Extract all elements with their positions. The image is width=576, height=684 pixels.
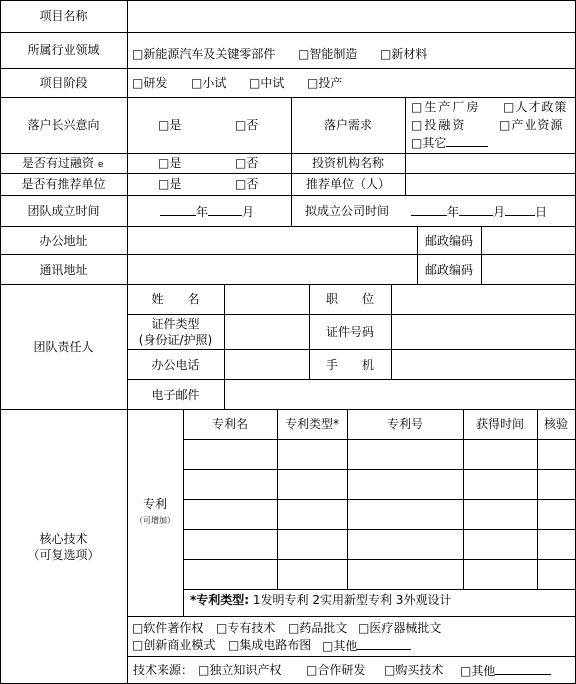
table-row[interactable] — [184, 500, 575, 528]
leader-email-label: 电子邮件 — [151, 388, 200, 402]
company-day-blank[interactable] — [505, 204, 535, 216]
row-line — [0, 32, 576, 33]
mail-address-field[interactable] — [128, 255, 416, 283]
ip-other-blank[interactable] — [357, 638, 411, 650]
leader-id-type-label: 证件类型 — [151, 317, 200, 331]
need-factory-checkbox[interactable]: □ 生产厂房 — [411, 100, 480, 114]
mail-postcode-label: 邮政编码 — [424, 263, 473, 277]
patent-col-date: 获得时间 — [475, 417, 524, 431]
recommend-unit-field[interactable] — [406, 174, 574, 194]
financing-label: 是否有过融资 — [22, 156, 95, 170]
need-other-blank[interactable] — [446, 135, 488, 147]
row-line — [127, 616, 576, 617]
patent-col-type: 专利类型* — [284, 417, 339, 431]
leader-mobile-label: 手 机 — [325, 358, 374, 372]
patent-col-number: 专利号 — [386, 417, 423, 431]
core-tech-hint: （可复选项） — [27, 548, 100, 562]
leader-office-phone-label: 办公电话 — [151, 358, 200, 372]
project-name-field[interactable] — [128, 1, 574, 31]
leader-name-label: 姓 名 — [151, 292, 200, 306]
ip-software-copyright-checkbox[interactable]: □ 软件著作权 — [132, 621, 203, 635]
table-row[interactable] — [184, 470, 575, 498]
industry-option-smart-manufacturing[interactable]: □ 智能制造 — [298, 47, 357, 61]
ip-other-checkbox[interactable] — [322, 638, 411, 653]
leader-mobile-field[interactable] — [392, 350, 574, 378]
office-address-label: 办公地址 — [39, 234, 88, 248]
stage-option-rd[interactable]: □ 研发 — [132, 76, 167, 90]
team-year-blank[interactable] — [160, 204, 196, 216]
financing-label-wrap — [22, 156, 103, 172]
leader-name-field[interactable] — [225, 285, 308, 313]
stage-option-trial[interactable]: □ 中试 — [249, 76, 284, 90]
office-address-field[interactable] — [128, 227, 416, 253]
patent-label: 专利 — [142, 497, 167, 511]
patent-type-note-list: 1发明专利 2实用新型专利 3外观设计 — [252, 593, 452, 607]
core-tech-label: 核心技术 — [39, 532, 88, 546]
recommend-yes-checkbox[interactable]: □ 是 — [158, 177, 181, 191]
leader-id-type-hint: (身份证/护照) — [138, 333, 213, 347]
company-founding-date[interactable] — [411, 204, 547, 219]
industry-label: 所属行业领域 — [27, 43, 100, 57]
settle-label: 落户长兴意向 — [27, 118, 100, 132]
leader-office-phone-field[interactable] — [225, 350, 308, 378]
need-other-label: □ 其它 — [411, 136, 446, 150]
investor-name-field[interactable] — [406, 154, 574, 172]
industry-option-new-materials[interactable]: □ 新材料 — [380, 47, 427, 61]
mail-postcode-field[interactable] — [482, 255, 574, 283]
patent-type-note — [190, 593, 451, 607]
leader-id-type-field[interactable] — [225, 315, 308, 348]
team-founded-label: 团队成立时间 — [27, 204, 100, 218]
stage-option-pilot[interactable]: □ 小试 — [191, 76, 226, 90]
team-leader-label: 团队责任人 — [33, 340, 94, 354]
recommend-unit-label: 推荐单位（人） — [305, 177, 390, 191]
leader-position-label: 职 位 — [325, 292, 374, 306]
col-line — [291, 195, 292, 226]
table-row[interactable] — [184, 560, 575, 588]
company-month-unit: 月 — [493, 205, 506, 219]
mail-address-label: 通讯地址 — [39, 263, 88, 277]
row-line — [127, 656, 576, 657]
need-industry-resource-checkbox[interactable]: □ 产业资源 — [499, 118, 563, 132]
company-day-unit: 日 — [535, 205, 548, 219]
industry-option-nev[interactable]: □ 新能源汽车及关键零部件 — [132, 47, 275, 61]
company-founding-label: 拟成立公司时间 — [305, 204, 390, 218]
source-other-checkbox[interactable] — [460, 663, 551, 678]
patent-add-hint: （可增加） — [135, 516, 175, 525]
leader-id-number-field[interactable] — [392, 315, 574, 348]
row-line — [0, 68, 576, 69]
leader-email-field[interactable] — [225, 380, 574, 408]
source-purchase-checkbox[interactable]: □ 购买技术 — [384, 663, 443, 677]
office-postcode-field[interactable] — [482, 227, 574, 253]
patent-row-line — [183, 589, 576, 590]
office-postcode-label: 邮政编码 — [424, 234, 473, 248]
need-talent-policy-checkbox[interactable]: □ 人才政策 — [503, 100, 567, 114]
settle-yes-checkbox[interactable]: □ 是 — [158, 118, 181, 132]
ip-drug-approval-checkbox[interactable]: □ 药品批文 — [288, 621, 347, 635]
need-other-checkbox[interactable] — [411, 135, 488, 150]
recommend-no-checkbox[interactable]: □ 否 — [235, 177, 258, 191]
stage-option-production[interactable]: □ 投产 — [307, 76, 342, 90]
patent-col-verify: 核验 — [543, 417, 568, 431]
team-founded-date[interactable] — [160, 204, 254, 219]
need-financing-checkbox[interactable]: □ 投融资 — [411, 118, 466, 132]
source-independent-ip-checkbox[interactable]: □ 独立知识产权 — [198, 663, 281, 677]
tech-source-label: 技术来源： — [133, 663, 194, 677]
ip-device-approval-checkbox[interactable]: □ 医疗器械批文 — [358, 621, 441, 635]
financing-no-checkbox[interactable]: □ 否 — [235, 156, 258, 170]
source-other-label: □ 其他 — [460, 664, 495, 678]
team-year-unit: 年 — [196, 205, 209, 219]
ip-proprietary-tech-checkbox[interactable]: □ 专有技术 — [216, 621, 275, 635]
leader-id-number-label: 证件号码 — [325, 325, 374, 339]
settle-needs-label: 落户需求 — [323, 118, 372, 132]
ip-ic-layout-checkbox[interactable]: □ 集成电路布图 — [228, 638, 311, 652]
patent-col-name: 专利名 — [211, 417, 248, 431]
financing-yes-checkbox[interactable]: □ 是 — [158, 156, 181, 170]
recommend-label: 是否有推荐单位 — [21, 177, 106, 191]
row-line — [0, 97, 576, 98]
company-year-unit: 年 — [447, 205, 460, 219]
company-year-blank[interactable] — [411, 204, 447, 216]
project-name-label: 项目名称 — [39, 9, 88, 23]
table-row[interactable] — [184, 530, 575, 558]
patent-type-note-title: *专利类型: — [190, 593, 250, 607]
financing-mark: e — [97, 160, 104, 170]
company-month-blank[interactable] — [459, 204, 493, 216]
team-month-blank[interactable] — [208, 204, 242, 216]
ip-other-label: □ 其他 — [322, 639, 357, 653]
investor-name-label: 投资机构名称 — [311, 156, 384, 170]
team-month-unit: 月 — [242, 205, 255, 219]
row-line — [0, 409, 576, 410]
source-other-blank[interactable] — [495, 663, 551, 675]
source-joint-rd-checkbox[interactable]: □ 合作研发 — [306, 663, 365, 677]
leader-position-field[interactable] — [392, 285, 574, 313]
row-line — [0, 195, 576, 196]
stage-label: 项目阶段 — [39, 76, 88, 90]
ip-business-model-checkbox[interactable]: □ 创新商业模式 — [132, 638, 215, 652]
settle-no-checkbox[interactable]: □ 否 — [235, 118, 258, 132]
table-row[interactable] — [184, 440, 575, 468]
